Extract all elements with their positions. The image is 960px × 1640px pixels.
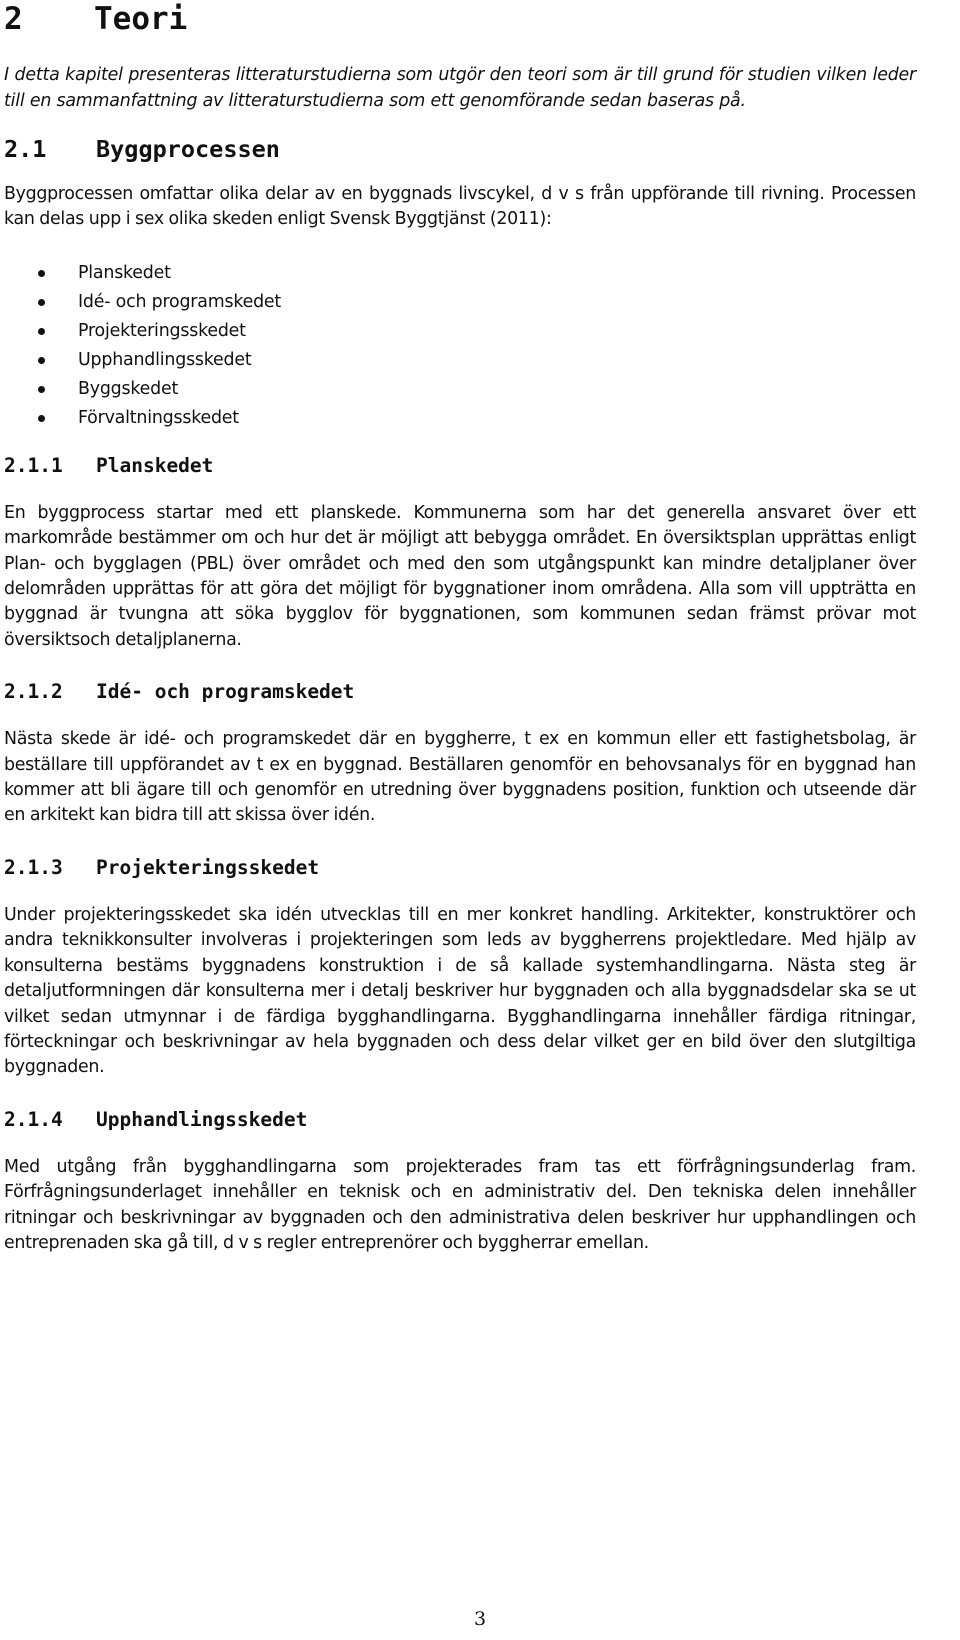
subsection-text: En byggprocess startar med ett planskede. Kommunerna som har det generella ansvaret över ett markområde bestämmer om och hur det är möjligt att bebygga området. En översiktsplan upprättas enligt Plan- och bygglagen (PBL) över området och med den som utgångspunkt kan mindre detaljplaner över delområden upprättas för att göra det möjligt för byggnationer inom områdena. Alla som vill uppträtta en byggnad är tvungna att söka bygglov för byggnationen, som kommunen sedan främst prövar mot översiktsoch detaljplanerna. [4,502,916,650]
list-item [4,375,916,404]
subsection-heading [4,1107,916,1133]
subsection-title: Upphandlingsskedet [96,1107,308,1131]
subsection-title: Planskedet [96,453,214,477]
page-number: 3 [473,1608,487,1630]
subsection-text: Med utgång från bygghandlingarna som projekterades fram tas ett förfrågningsunderlag fram. Förfrågningsunderlaget innehåller en teknisk och en administrativ del. Den tekniska delen innehåller ritningar och beskrivningar av byggnaden och den administrativa delen beskriver hur upphandlingen och entreprenaden ska gå till, d v s regler entreprenörer och byggherrar emellan. [4,1156,916,1253]
subsection-heading [4,679,916,705]
subsection-text: Under projekteringsskedet ska idén utvecklas till en mer konkret handling. Arkitekter, konstruktörer och andra teknikkonsulter involveras i projekteringen som leds av byggherrens projektledare. Med hjälp av konsulterna bestäms byggnadens konstruktion i de så kallade systemhandlingarna. Nästa steg är detaljutformningen där konsulterna mer i detalj beskriver hur byggnaden och alla byggnadsdelar ska se ut vilket sedan utmynnar i de färdiga bygghandlingarna. Bygghandlingarna innehåller färdiga ritningar, förteckningar och beskrivningar av hela byggnaden och dess delar vilket ger en bild över den slutgiltiga byggnaden. [4,904,916,1078]
section-heading [4,134,916,164]
phase-label: Idé- och programskedet [78,291,282,312]
bullet-icon [38,328,45,335]
chapter-title: Teori [94,1,188,37]
phase-label: Förvaltningsskedet [78,407,239,428]
subsection-number: 2.1.3 [4,855,63,879]
chapter-heading [4,0,916,36]
subsection-number: 2.1.1 [4,453,63,477]
subsection-title: Projekteringsskedet [96,855,320,879]
phase-label: Upphandlingsskedet [78,349,252,370]
list-item [4,404,916,433]
bullet-icon [38,270,45,277]
phase-label: Planskedet [78,262,171,283]
bullet-icon [38,415,45,422]
list-item [4,317,916,346]
subsection-heading [4,855,916,881]
subsection-number: 2.1.4 [4,1107,63,1131]
bullet-icon [38,299,45,306]
list-item [4,346,916,375]
bullet-icon [38,386,45,393]
section-title: Byggprocessen [96,135,280,163]
list-item [4,288,916,317]
chapter-intro: I detta kapitel presenteras litteraturstudierna som utgör den teori som är till grund för studien vilken leder till en sammanfattning av litteraturstudierna som ett genomförande sedan baseras på. [4,65,916,111]
phase-list [4,259,916,433]
list-item [4,259,916,288]
section-paragraph: Byggprocessen omfattar olika delar av en byggnads livscykel, d v s från uppförande till rivning. Processen kan delas upp i sex olika skeden enligt Svensk Byggtjänst (2011): [4,184,916,230]
section-number: 2.1 [4,135,47,163]
subsection-text: Nästa skede är idé- och programskedet där en byggherre, t ex en kommun eller ett fastighetsbolag, är beställare till uppförandet av t ex en byggnad. Beställaren genomför en behovsanalys för en byggnad han kommer att bli ägare till och genomför en utredning över byggnadens position, funktion och utseende där en arkitekt kan bidra till att skissa över idén. [4,729,916,826]
subsection-heading [4,453,916,479]
phase-label: Byggskedet [78,378,179,399]
phase-label: Projekteringsskedet [78,320,246,341]
bullet-icon [38,357,45,364]
subsection-number: 2.1.2 [4,680,63,704]
chapter-number: 2 [4,1,23,37]
subsection-title: Idé- och programskedet [96,680,355,704]
